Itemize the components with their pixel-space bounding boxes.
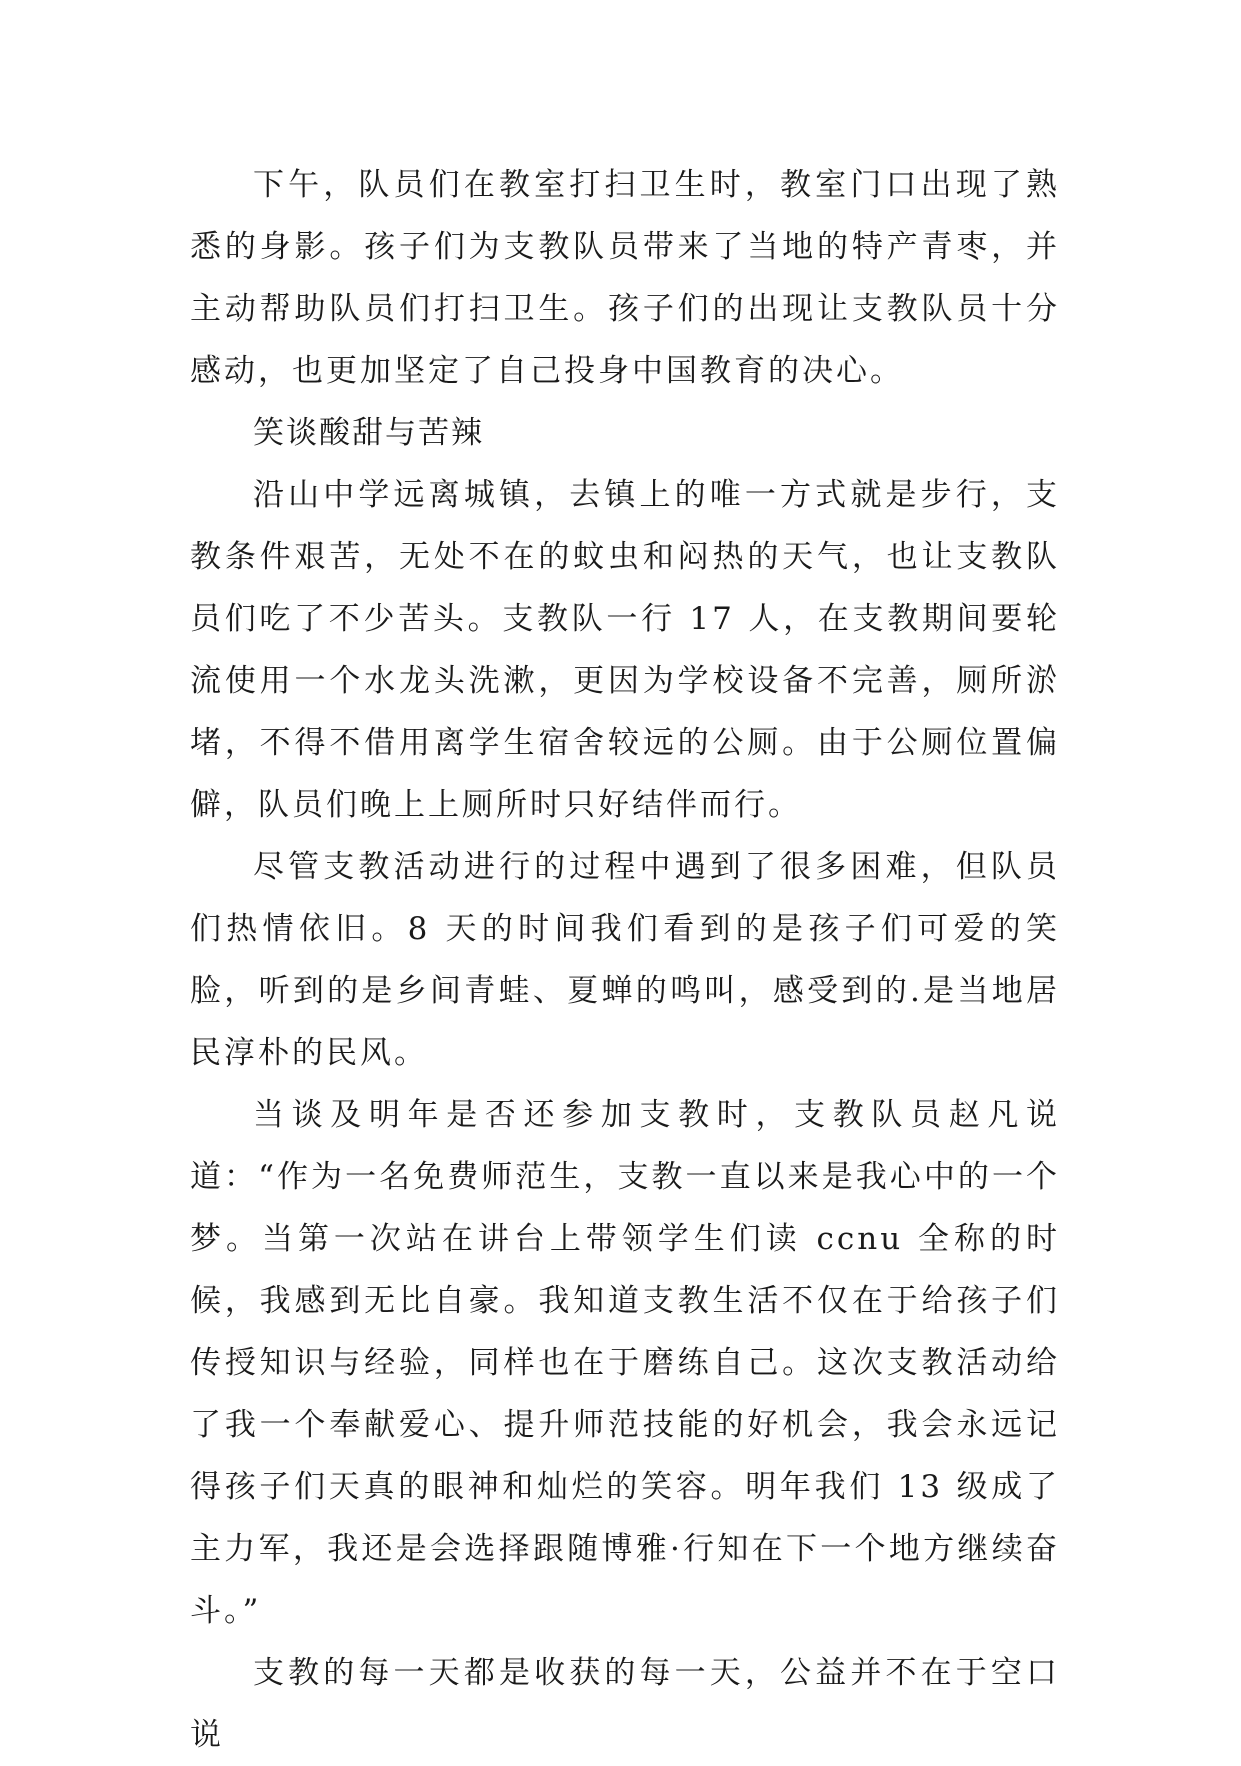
paragraph-hardships: 沿山中学远离城镇，去镇上的唯一方式就是步行，支教条件艰苦，无处不在的蚊虫和闷热的天气，也让支教队员们吃了不少苦头。支教队一行 17 人，在支教期间要轮流使用一个水龙头洗漱，更因为学校设备不完善，厕所淤堵，不得不借用离学生宿舍较远的公厕。由于公厕位置偏僻，队员们晚上上厕所时只好结伴而行。: [190, 477, 1060, 823]
document-body: [190, 154, 1060, 1766]
paragraph-afternoon-cleaning: 下午，队员们在教室打扫卫生时，教室门口出现了熟悉的身影。孩子们为支教队员带来了当地的特产青枣，并主动帮助队员们打扫卫生。孩子们的出现让支教队员十分感动，也更加坚定了自己投身中国教育的决心。: [190, 167, 1060, 389]
paragraph-enthusiasm: 尽管支教活动进行的过程中遇到了很多困难，但队员们热情依旧。8 天的时间我们看到的是孩子们可爱的笑脸，听到的是乡间青蛙、夏蝉的鸣叫，感受到的.是当地居民淳朴的民风。: [190, 849, 1060, 1071]
paragraph-closing: 支教的每一天都是收获的每一天，公益并不在于空口说: [190, 1655, 1060, 1753]
paragraph-interview-quote: 当谈及明年是否还参加支教时，支教队员赵凡说道：“作为一名免费师范生，支教一直以来是我心中的一个梦。当第一次站在讲台上带领学生们读 ccnu 全称的时候，我感到无比自豪。我知道支教生活不仅在于给孩子们传授知识与经验，同样也在于磨练自己。这次支教活动给了我一个奉献爱心、提升师范技能的好机会，我会永远记得孩子们天真的眼神和灿烂的笑容。明年我们 13 级成了主力军，我还是会选择跟随博雅·行知在下一个地方继续奋斗。”: [190, 1097, 1060, 1629]
section-heading: 笑谈酸甜与苦辣: [253, 415, 484, 451]
